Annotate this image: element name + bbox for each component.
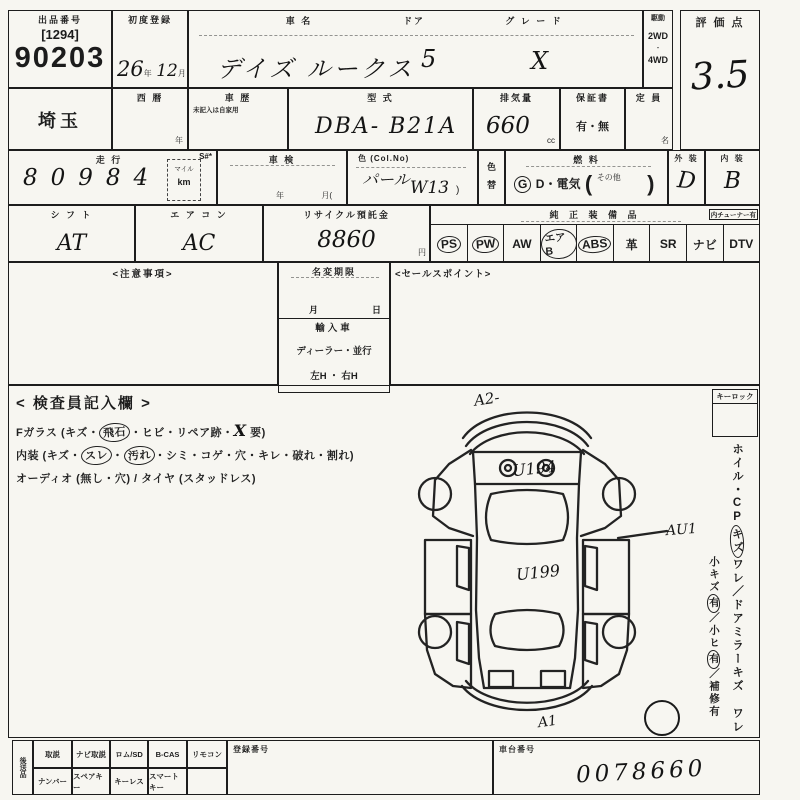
manual-cell: 取説 — [33, 740, 72, 768]
mileage-value: 80984 — [23, 165, 162, 191]
fuel-other: その他 — [596, 173, 621, 182]
first-reg-year: 26 — [117, 57, 144, 81]
shaken-label: 車 検 — [268, 155, 296, 165]
car-name-cell — [188, 10, 643, 88]
bottom-empty-cell — [187, 768, 227, 795]
chassis-number-label: 車台番号 — [499, 745, 535, 754]
keyless-cell: キーレス — [110, 768, 148, 795]
front-glass-x-mark: X — [233, 421, 247, 440]
capacity-cell — [625, 88, 673, 150]
mileage-unit-mile: マイル — [174, 166, 194, 173]
front-glass-required: 要) — [246, 427, 266, 439]
notices-label: <注意事項> — [112, 269, 174, 280]
first-reg-year-unit: 年 — [143, 69, 152, 78]
car-name-label: 車 名 — [285, 16, 313, 26]
shaken-dashed-rule — [230, 165, 335, 166]
equipment-item-airbag: エアB — [540, 225, 577, 263]
exterior-value: D — [675, 167, 698, 195]
fuel-cell — [505, 150, 668, 205]
mileage-unit-box — [167, 159, 201, 201]
interior-dot: ・ — [112, 450, 124, 462]
grade-value: X — [531, 47, 549, 75]
lot-bracket: [1294] — [41, 27, 79, 42]
rename-deadline-label: 名変期限 — [311, 267, 356, 277]
remote-cell: リモコン — [187, 740, 227, 768]
color-paren: ) — [456, 185, 460, 196]
car-name-value: デイズ ルークス — [217, 55, 415, 83]
interior-value: B — [724, 168, 741, 194]
sales-point-cell — [390, 262, 760, 385]
car-history-label: 車 歴 — [224, 93, 252, 103]
equipment-item-pw: PW — [467, 225, 504, 263]
displacement-unit: cc — [547, 136, 555, 145]
exterior-grade-cell — [668, 150, 705, 205]
color-label: 色 (Col.No) — [358, 154, 410, 163]
fuel-options: D・電気 — [535, 177, 581, 191]
damage-annotation-a1: A1 — [536, 712, 559, 732]
aircon-label: エ ア コ ン — [170, 210, 228, 220]
rename-month-unit: 月 — [309, 305, 319, 315]
shaken-year-unit: 年 — [276, 191, 284, 200]
fuel-dashed-rule — [526, 166, 651, 167]
interior-options-2: ・シミ・コゲ・穴・キレ・破れ・割れ) — [154, 450, 355, 462]
color-code: W13 — [410, 178, 450, 198]
handle-options: 左H ・ 右H — [310, 371, 358, 382]
wheel-cp-text: ホイル・CP — [731, 443, 744, 525]
drive-2wd: 2WD — [648, 31, 668, 41]
equipment-item-abs: ABS — [576, 225, 613, 263]
inspector-line-front-glass — [16, 421, 266, 442]
displacement-cell — [473, 88, 560, 150]
equipment-item-aw: AW — [503, 225, 540, 263]
keylock-label: キーロック — [713, 390, 757, 404]
warranty-options: 有・無 — [576, 121, 609, 133]
tuner-note: 内チューナー有 — [709, 209, 758, 220]
keylock-cell — [712, 389, 758, 437]
inspector-line-interior — [16, 446, 354, 465]
score-value: 3.5 — [689, 52, 751, 99]
fuel-label: 燃 料 — [573, 155, 600, 165]
displacement-value: 660 — [486, 113, 530, 139]
color-change-cell — [478, 150, 505, 205]
chassis-number-value: 0078660 — [575, 755, 708, 789]
score-label: 評 価 点 — [695, 17, 745, 29]
aircon-cell — [135, 205, 263, 262]
displacement-label: 排気量 — [499, 93, 533, 103]
first-registration-label: 初度登録 — [127, 15, 172, 25]
shaken-cell — [217, 150, 347, 205]
import-type-options: ディーラー・並行 — [296, 346, 372, 357]
rename-dashed-rule — [291, 277, 379, 278]
prefecture-cell — [8, 88, 112, 150]
car-history-note: 未記入は自家用 — [193, 107, 239, 114]
recycle-fee-cell — [263, 205, 430, 262]
interior-options-1: 内装 (キズ・ — [16, 450, 81, 462]
slash-1: ／ — [708, 612, 721, 625]
calendar-year-label: 西 暦 — [136, 93, 164, 103]
slash-2: ／ — [708, 668, 721, 681]
small-chip-text: 小ヒ — [708, 624, 721, 650]
front-glass-options-2: ・ヒビ・リペア跡・ — [130, 427, 234, 439]
shift-label: シ フ ト — [50, 210, 93, 220]
damage-annotation-a2: A2- — [472, 388, 501, 410]
navi-manual-cell: ナビ取説 — [72, 740, 110, 768]
shift-value: AT — [56, 231, 87, 256]
first-reg-month: 12 — [156, 61, 178, 81]
shaken-month-unit: 月( — [321, 191, 332, 200]
lot-number-cell — [8, 10, 112, 88]
equipment-item-ps: PS — [431, 225, 467, 263]
spare-key-cell: スペアキー — [72, 768, 110, 795]
equipment-item-sr: SR — [649, 225, 686, 263]
mileage-unit-km: km — [177, 177, 191, 187]
warranty-cell — [560, 88, 625, 150]
notices-cell — [8, 262, 278, 385]
drive-label: 駆動 — [651, 15, 665, 22]
drive-dot: ・ — [654, 45, 662, 52]
score-cell — [680, 10, 760, 150]
damage-annotation-u199: U199 — [515, 560, 561, 585]
prefecture-value: 埼玉 — [38, 111, 82, 131]
car-diagram — [405, 388, 715, 736]
rename-day-unit: 日 — [371, 305, 381, 315]
capacity-unit: 名 — [661, 136, 669, 145]
damage-annotation-u194: U194 — [511, 456, 557, 481]
inspector-line-audio-tire — [16, 470, 256, 486]
drive-type-cell — [643, 10, 673, 88]
front-glass-options-1: Fガラス (キズ・ — [16, 427, 100, 439]
import-label: 輸入車 — [315, 323, 353, 334]
interior-label: 内 装 — [720, 154, 745, 163]
calendar-year-cell — [112, 88, 188, 150]
items-to-send-label: 後送品 — [12, 740, 33, 795]
equipment-item-leather: 革 — [613, 225, 650, 263]
fuel-paren-close: ) — [647, 171, 655, 196]
mileage-cell — [8, 150, 217, 205]
small-scratch-text: 小キズ — [708, 556, 721, 594]
first-reg-month-unit: 月 — [177, 69, 186, 78]
wheel-crack-text: ワレ／ — [731, 558, 744, 599]
equipment-dashed-rule — [521, 221, 681, 222]
door-mirror-text: ドアミラーキズ ワレ — [731, 598, 744, 734]
margin-note-small-damage — [707, 556, 720, 738]
interior-grade-cell — [705, 150, 760, 205]
fuel-gasoline-circled: G — [513, 175, 531, 193]
registration-number-label: 登録番号 — [233, 745, 269, 754]
model-code-label: 型 式 — [367, 93, 394, 103]
equipment-cell — [430, 205, 760, 262]
rename-divider — [279, 318, 389, 319]
door-label: ドア — [403, 16, 425, 26]
header-dashed-rule — [199, 35, 634, 36]
sales-point-label: <セールスポイント> — [395, 269, 492, 280]
front-glass-circled-stone-chip: 飛石 — [99, 422, 131, 443]
equipment-item-dtv: DTV — [723, 225, 760, 263]
smart-key-cell: スマートキー — [148, 768, 187, 795]
model-code-cell — [288, 88, 473, 150]
bcas-cell: B-CAS — [148, 740, 187, 768]
audio-tire-options: オーディオ (無し・穴) / タイヤ (スタッドレス) — [16, 473, 257, 485]
damage-annotation-au1: AU1 — [665, 520, 698, 540]
grade-label: グ レ ー ド — [505, 16, 563, 26]
interior-circled-dirt: 汚れ — [123, 445, 155, 466]
equipment-item-navi: ナビ — [686, 225, 723, 263]
mileage-label: 走 行 — [95, 155, 123, 165]
serial-mark: S#* — [199, 152, 212, 161]
calendar-year-unit: 年 — [175, 136, 183, 145]
door-value: 5 — [421, 45, 437, 73]
repair-yes-text: 補修有 — [708, 680, 721, 718]
rename-deadline-cell — [278, 262, 390, 393]
color-change-char1: 色 — [486, 162, 496, 172]
lot-number-label: 出品番号 — [37, 15, 82, 25]
first-registration-cell — [112, 10, 188, 88]
rom-sd-cell: ロム/SD — [110, 740, 148, 768]
wheel-scratch-circled: キズ — [729, 525, 745, 559]
equipment-label: 純 正 装 備 品 — [549, 210, 641, 220]
drive-4wd: 4WD — [648, 55, 668, 65]
exterior-label: 外 装 — [674, 154, 699, 163]
stamp-circle — [645, 701, 679, 735]
shift-cell — [8, 205, 135, 262]
warranty-label: 保証書 — [575, 93, 609, 103]
registration-number-cell — [227, 740, 493, 795]
recycle-fee-unit: 円 — [418, 248, 426, 257]
interior-circled-scuff: スレ — [80, 445, 112, 466]
color-cell — [347, 150, 478, 205]
color-value: パール — [362, 170, 410, 189]
inspector-title: < 検査員記入欄 > — [16, 395, 152, 412]
color-change-char2: 替 — [486, 180, 496, 190]
chassis-number-cell — [493, 740, 760, 795]
recycle-fee-label: リサイクル預託金 — [303, 210, 390, 220]
equipment-row — [431, 225, 759, 263]
capacity-label: 定 員 — [635, 93, 663, 103]
margin-note-wheel-mirror — [730, 443, 744, 735]
number-plate-cell: ナンバー — [33, 768, 72, 795]
aircon-value: AC — [182, 231, 216, 256]
model-code-value: DBA- B21A — [315, 114, 458, 139]
small-chip-yes-circled: 有 — [706, 649, 720, 668]
car-history-cell — [188, 88, 288, 150]
fuel-paren-open: ( — [584, 171, 593, 196]
lot-number-value: 90203 — [14, 42, 106, 74]
recycle-fee-value: 8860 — [317, 227, 376, 253]
small-scratch-yes-circled: 有 — [706, 593, 720, 612]
